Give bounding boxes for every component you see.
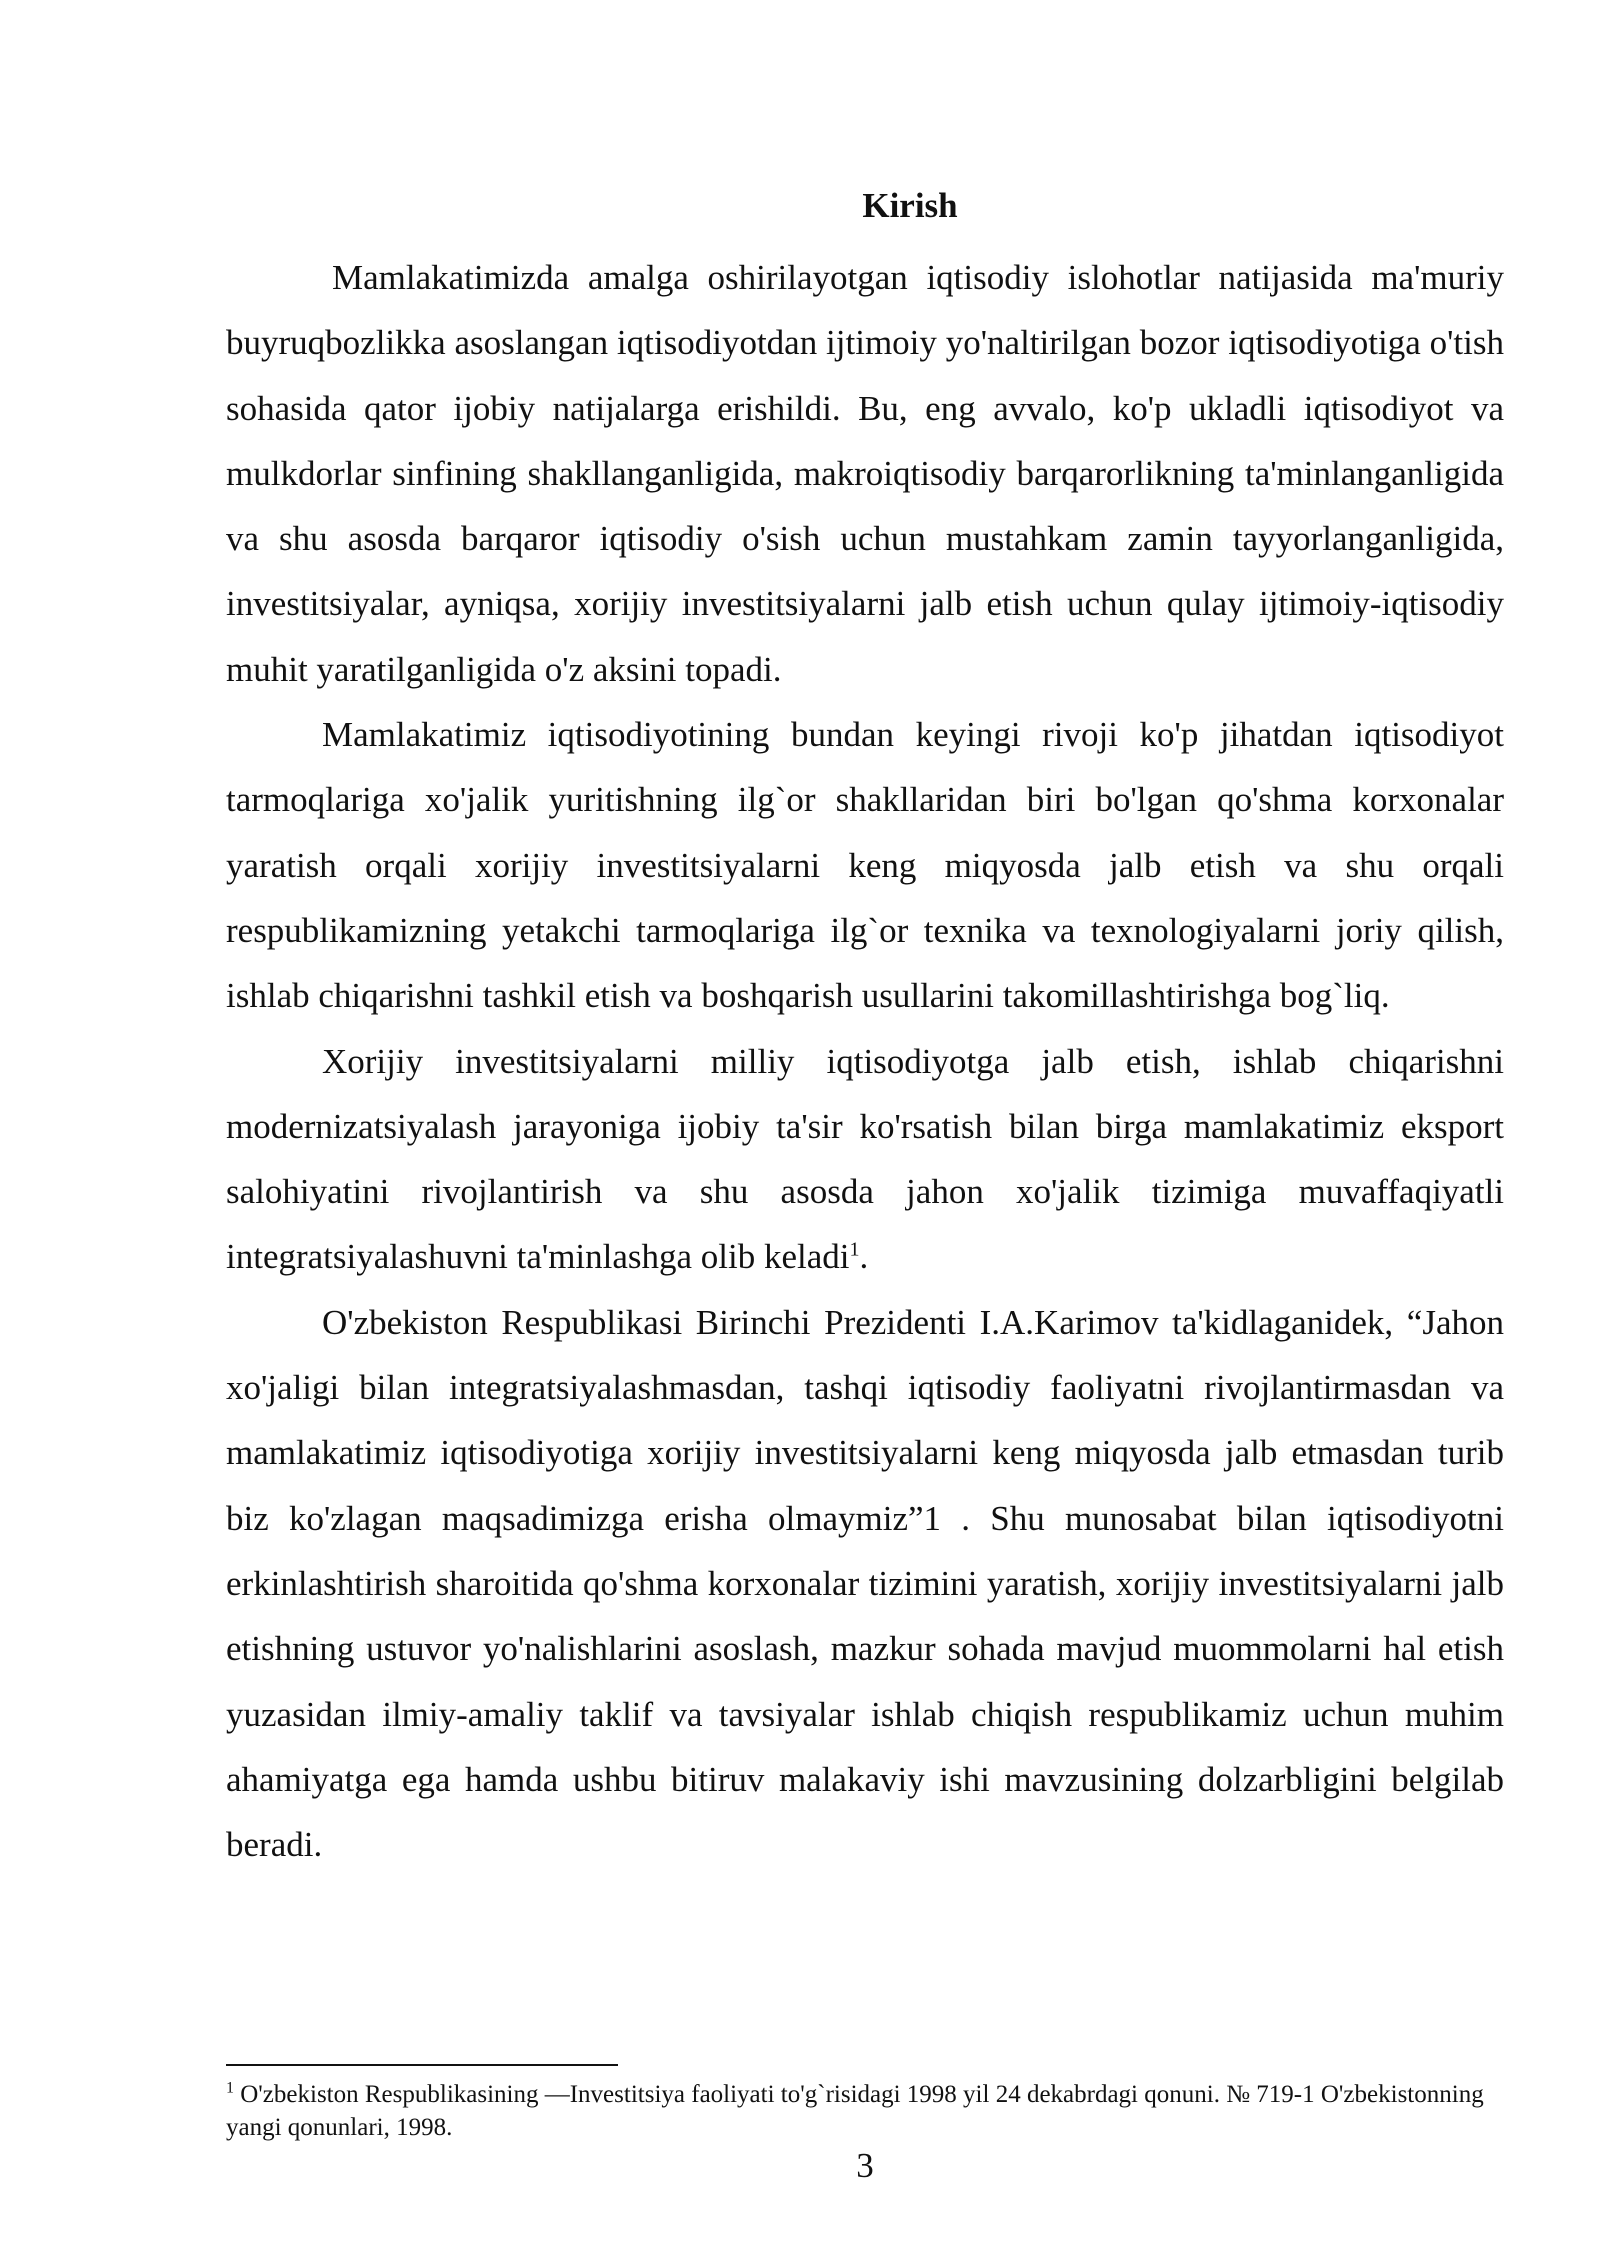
- page-number: 3: [856, 2146, 874, 2185]
- footnote: [226, 2078, 1504, 2144]
- footnote-separator: [226, 2064, 618, 2066]
- footnote-marker: 1: [226, 2079, 234, 2097]
- footnote-text: O'zbekiston Respublikasining —Investitsiya faoliyati to'g`risidagi 1998 yil 24 dekabrdagi qonuni. № 719-1 O'zbekistonning yangi qonunlari, 1998.: [226, 2081, 1484, 2141]
- paragraph-2: Mamlakatimiz iqtisodiyotining bundan keyingi rivoji ko'p jihatdan iqtisodiyot tarmoqlariga xo'jalik yuritishning ilg`or shakllaridan biri bo'lgan qo'shma korxonalar yaratish orqali xorijiy investitsiyalarni keng miqyosda jalb etish va shu orqali respublikamizning yetakchi tarmoqlariga ilg`or texnika va texnologiyalarni joriy qilish, ishlab chiqarishni tashkil etish va boshqarish usullarini takomillashtirishga bog`liq.: [226, 715, 1504, 1016]
- footnote-reference: 1: [849, 1238, 860, 1261]
- body-text: [226, 245, 1504, 1877]
- paragraph-3-end: .: [859, 1237, 869, 1277]
- paragraph-3: [226, 1029, 1504, 1290]
- paragraph-1: Mamlakatimizda amalga oshirilayotgan iqtisodiy islohotlar natijasida ma'muriy buyruqbozlikka asoslangan iqtisodiyotdan ijtimoiy yo'naltirilgan bozor iqtisodiyotiga o'tish sohasida qator ijobiy natijalarga erishildi. Bu, eng avvalo, ko'p ukladli iqtisodiyot va mulkdorlar sinfining shakllanganligida, makroiqtisodiy barqarorlikning ta'minlanganligida va shu asosda barqaror iqtisodiy o'sish uchun mustahkam zamin tayyorlanganligida, investitsiyalar, ayniqsa, xorijiy investitsiyalarni jalb etish uchun qulay ijtimoiy-iqtisodiy muhit yaratilganligida o'z aksini topadi.: [226, 258, 1504, 689]
- paragraph-4: O'zbekiston Respublikasi Birinchi Prezidenti I.A.Karimov ta'kidlaganidek, “Jahon xo'jaligi bilan integratsiyalashmasdan, tashqi iqtisodiy faoliyatni rivojlantirmasdan va mamlakatimiz iqtisodiyotiga xorijiy investitsiyalarni keng miqyosda jalb etmasdan turib biz ko'zlagan maqsadimizga erisha olmaymiz”1 . Shu munosabat bilan iqtisodiyotni erkinlashtirish sharoitida qo'shma korxonalar tizimini yaratish, xorijiy investitsiyalarni jalb etishning ustuvor yo'nalishlarini asoslash, mazkur sohada mavjud muommolarni hal etish yuzasidan ilmiy-amaliy taklif va tavsiyalar ishlab chiqish respublikamiz uchun muhim ahamiyatga ega hamda ushbu bitiruv malakaviy ishi mavzusining dolzarbligini belgilab beradi.: [226, 1302, 1504, 1865]
- section-heading: Kirish: [862, 186, 958, 225]
- paragraph-3-text: Xorijiy investitsiyalarni milliy iqtisodiyotga jalb etish, ishlab chiqarishni modernizatsiyalash jarayoniga ijobiy ta'sir ko'rsatish bilan birga mamlakatimiz eksport salohiyatini rivojlantirish va shu asosda jahon xo'jalik tizimiga muvaffaqiyatli integratsiyalashuvni ta'minlashga olib keladi: [226, 1041, 1504, 1277]
